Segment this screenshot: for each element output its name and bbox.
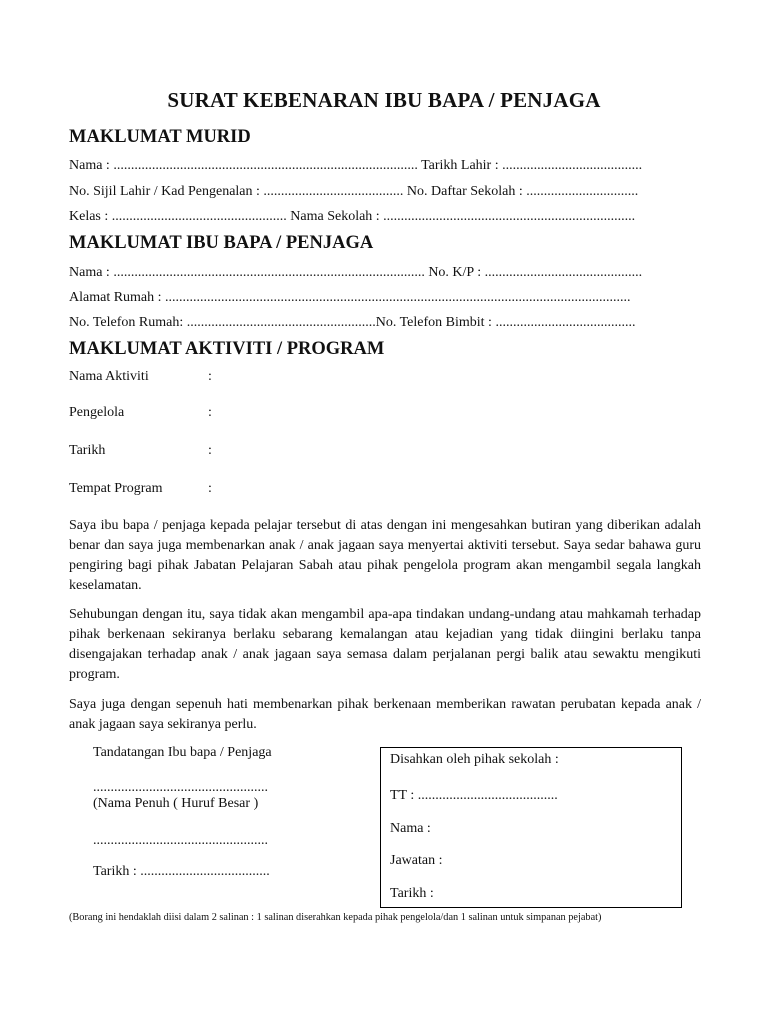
ibubapa-alamat-line: Alamat Rumah : ..................................................................................................................................... xyxy=(69,290,631,305)
murid-sijil-line: No. Sijil Lahir / Kad Pengenalan : ........................................ No. Daftar Sekolah : ................................ xyxy=(69,184,639,199)
school-tt-line: TT : ........................................ xyxy=(390,788,558,803)
fullname-label: (Nama Penuh ( Huruf Besar ) xyxy=(93,796,259,811)
section-heading-murid: MAKLUMAT MURID xyxy=(69,127,251,147)
school-jawatan-label: Jawatan : xyxy=(390,853,443,868)
consent-paragraph-3: Saya juga dengan sepenuh hati membenarkan pihak berkenaan memberikan rawatan perubatan kepada anak / anak jagaan saya sekiranya perlu. xyxy=(69,697,701,732)
school-heading: Disahkan oleh pihak sekolah : xyxy=(390,752,559,767)
signature-dots: .................................................. xyxy=(93,780,268,795)
section-heading-aktiviti: MAKLUMAT AKTIVITI / PROGRAM xyxy=(69,339,385,359)
page-title: SURAT KEBENARAN IBU BAPA / PENJAGA xyxy=(167,88,601,112)
ibubapa-nama-line: Nama : ......................................................................................... No. K/P : ............................................. xyxy=(69,265,643,280)
footnote: (Borang ini hendaklah diisi dalam 2 salinan : 1 salinan diserahkan kepada pihak pengelola/dan 1 salinan untuk simpanan pejabat) xyxy=(69,912,602,923)
field-colon: : xyxy=(208,369,212,384)
consent-paragraph-2: Sehubungan dengan itu, saya tidak akan mengambil apa-apa tindakan undang-undang atau mahkamah terhadap pihak berkenaan sekiranya berlaku sebarang kemalangan atau kejadian yang tidak diingini berlaku tanpa disengajakan terhadap anak / anak jagaan saya semasa dalam perjalanan pergi balik atau sewaktu mengikuti program. xyxy=(69,607,701,682)
school-nama-label: Nama : xyxy=(390,821,431,836)
field-label-nama-aktiviti: Nama Aktiviti xyxy=(69,369,149,384)
signature-heading: Tandatangan Ibu bapa / Penjaga xyxy=(93,745,272,760)
murid-kelas-line: Kelas : .................................................. Nama Sekolah : ........................................................................ xyxy=(69,209,636,224)
name-dots: .................................................. xyxy=(93,833,268,848)
field-colon: : xyxy=(208,405,212,420)
school-tarikh-label: Tarikh : xyxy=(390,886,434,901)
field-colon: : xyxy=(208,443,212,458)
field-label-tempat-program: Tempat Program xyxy=(69,481,163,496)
murid-nama-line: Nama : ....................................................................................... Tarikh Lahir : ........................................ xyxy=(69,158,643,173)
field-label-tarikh: Tarikh xyxy=(69,443,106,458)
signature-date-line: Tarikh : ..................................... xyxy=(93,864,270,879)
consent-paragraph-1: Saya ibu bapa / penjaga kepada pelajar tersebut di atas dengan ini mengesahkan butiran yang diberikan adalah benar dan saya juga membenarkan anak / anak jagaan saya menyertai aktiviti tersebut. Saya sedar bahawa guru pengiring bagi pihak Jabatan Pelajaran Sabah atau pihak pengelola program akan mengambil segala langkah keselamatan. xyxy=(69,518,701,593)
ibubapa-telefon-line: No. Telefon Rumah: ......................................................No. Telefon Bimbit : ........................................ xyxy=(69,315,636,330)
field-label-pengelola: Pengelola xyxy=(69,405,125,420)
field-colon: : xyxy=(208,481,212,496)
section-heading-ibubapa: MAKLUMAT IBU BAPA / PENJAGA xyxy=(69,233,374,253)
